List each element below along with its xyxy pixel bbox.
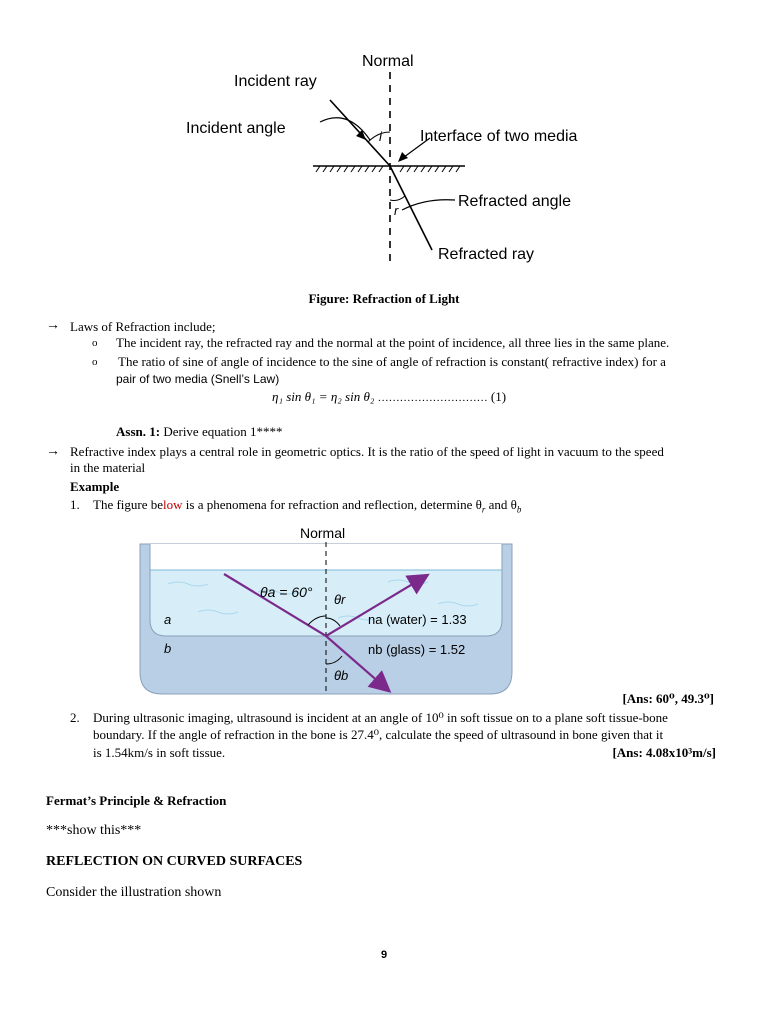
arrow-icon: → — [46, 318, 60, 333]
theta-r-label: θr — [334, 592, 346, 607]
laws-intro: Laws of Refraction include; — [70, 319, 216, 334]
r-label: r — [394, 203, 399, 218]
question-2-line1: During ultrasonic imaging, ultrasound is incident at an angle of 10⁰ in soft tissue on to a plane soft tissue-bone — [93, 710, 668, 725]
normal-label: Normal — [300, 525, 346, 541]
incident-angle-label: Incident angle — [186, 120, 286, 137]
theta-b-label: θb — [334, 668, 349, 683]
fermat-note: ***show this*** — [46, 823, 142, 838]
theta-a-label: θa = 60° — [260, 584, 313, 600]
incident-ray-arrowhead — [356, 130, 366, 140]
assignment-label: Assn. 1: — [116, 424, 161, 439]
answer-1: [Ans: 60⁰, 49.3⁰] — [622, 691, 714, 706]
refraction-figure — [180, 40, 610, 270]
water-glass-figure — [138, 522, 514, 697]
assignment-1 — [116, 424, 282, 440]
law-bullet-2-line2: pair of two media (Snell’s Law) — [116, 372, 280, 386]
refracted-angle-label: Refracted angle — [458, 193, 571, 210]
snells-law-equation — [272, 389, 506, 406]
equation-text: η₁ sin θ₁ = η₂ sin θ₂ — [272, 389, 375, 404]
i-label: i — [379, 129, 382, 144]
refractive-index-line2: in the material — [70, 460, 146, 475]
bullet-icon: o — [92, 356, 98, 368]
question-2-line2: boundary. If the angle of refraction in the bone is 27.4⁰, calculate the speed of ultrasound in bone given that it — [93, 727, 664, 742]
answer-2: [Ans: 4.08x10³m/s] — [612, 745, 716, 760]
question-2-number: 2. — [70, 710, 80, 725]
equation-number: (1) — [490, 389, 507, 404]
equation-dots: ………………………… — [377, 392, 488, 404]
assignment-text: Derive equation 1**** — [163, 424, 283, 439]
fermat-heading: Fermat’s Principle & Refraction — [46, 793, 227, 808]
page-number: 9 — [380, 949, 388, 961]
bullet-icon: o — [92, 337, 98, 349]
normal-label: Normal — [362, 53, 414, 70]
example-heading: Example — [70, 479, 120, 494]
arrow-icon: → — [46, 444, 60, 459]
medium-a-label: a — [164, 612, 172, 627]
refractive-index-line1: Refractive index plays a central role in geometric optics. It is the ratio of the speed of light in vacuum to the speed — [70, 444, 664, 459]
law-bullet-2-line1: The ratio of sine of angle of incidence to the sine of angle of refraction is constant( refractive index) for a — [118, 354, 666, 369]
refracted-ray-label: Refracted ray — [438, 246, 535, 263]
reflection-heading: REFLECTION ON CURVED SURFACES — [46, 854, 303, 869]
incident-ray-label: Incident ray — [234, 73, 317, 90]
medium-b-label: b — [164, 641, 172, 656]
figure-caption: Figure: Refraction of Light — [308, 291, 460, 306]
reflection-text: Consider the illustration shown — [46, 885, 222, 900]
question-2-line3: is 1.54km/s in soft tissue. — [93, 745, 226, 760]
refracted-angle-arc — [390, 196, 405, 201]
question-1-number: 1. — [70, 497, 80, 512]
glass-index-label: nb (glass) = 1.52 — [368, 642, 466, 657]
interface-label: Interface of two media — [420, 128, 578, 145]
law-bullet-1: The incident ray, the refracted ray and the normal at the point of incidence, all three lies in the same plane. — [116, 335, 670, 350]
question-1-text: The figure below is a phenomena for refraction and reflection, determine $\theta_r$ and $\theta_b$ — [93, 497, 522, 515]
water-index-label: na (water) = 1.33 — [368, 612, 467, 627]
